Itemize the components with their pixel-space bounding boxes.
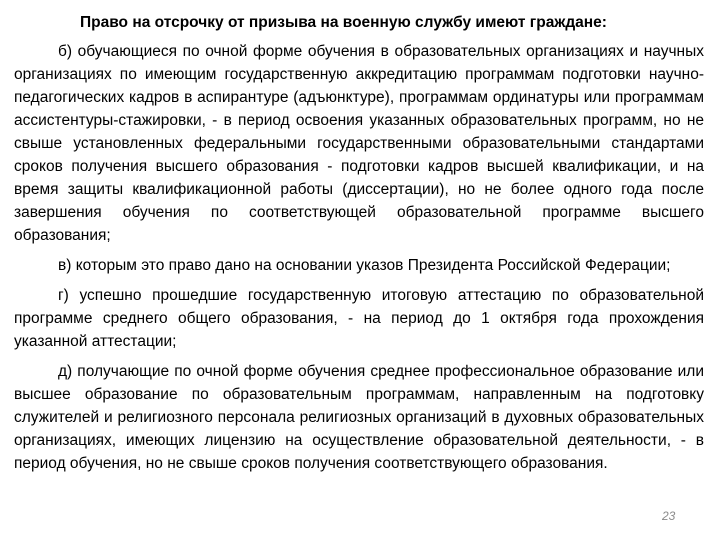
paragraph-d: д) получающие по очной форме обучения среднее профессиональное образование или высшее образование по образовательным программам, направленным на подготовку служителей и религиозного персонала религиозных организаций в духовных образовательных организациях, имеющих лицензию на осуществление образовательной деятельности, - в период обучения, но не свыше сроков получения соответствующего образования. (14, 363, 704, 472)
paragraph-v: в) которым это право дано на основании указов Президента Российской Федерации; (58, 257, 671, 274)
paragraph-g: г) успешно прошедшие государственную итоговую аттестацию по образовательной программе среднего общего образования, - на период до 1 октября года прохождения указанной аттестации; (14, 287, 704, 350)
page-number: 23 (662, 509, 676, 523)
paragraph-b: б) обучающиеся по очной форме обучения в образовательных организациях и научных организациях по имеющим государственную аккредитацию программам подготовки научно-педагогических кадров в аспирантуре (адъюнктуре), программам ординатуры или программам ассистентуры-стажировки, - в период освоения указанных образовательных программ, но не свыше установленных федеральными государственными образовательными стандартами сроков получения высшего образования - подготовки кадров высшей квалификации, и на время защиты квалификационной работы (диссертации), но не более одного года после завершения обучения по соответствующей образовательной программе высшего образования; (14, 43, 704, 244)
slide-title: Право на отсрочку от призыва на военную службу имеют граждане: (80, 14, 607, 31)
slide-content (14, 12, 704, 482)
